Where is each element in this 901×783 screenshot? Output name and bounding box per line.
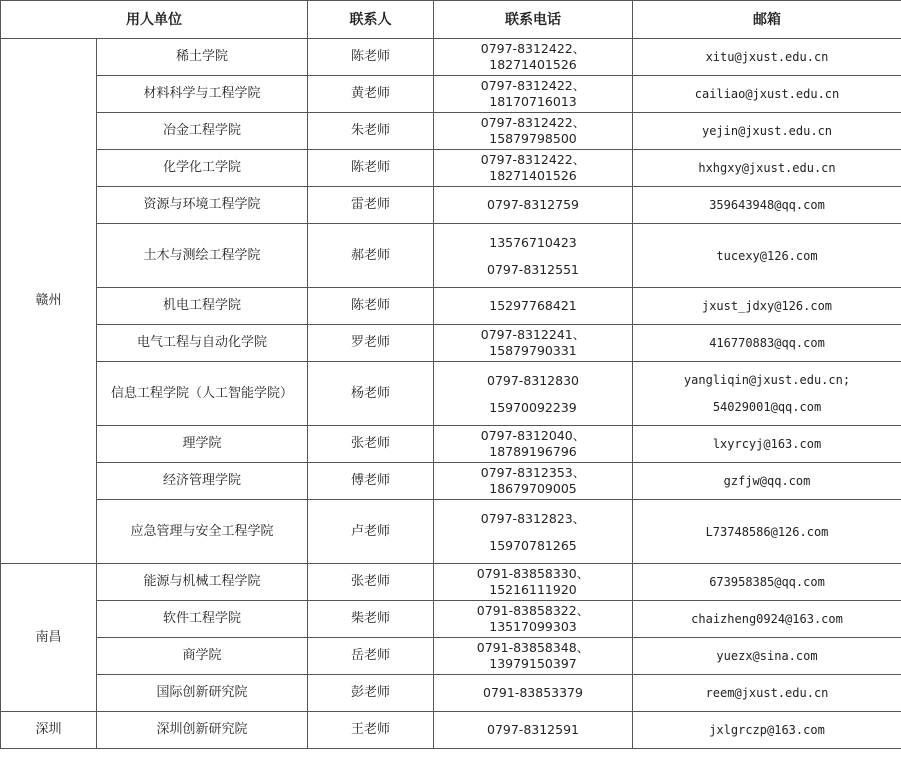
- email-address[interactable]: jxust_jdxy@126.com: [701, 299, 833, 313]
- table-row: [1, 150, 901, 187]
- header-row: [1, 1, 901, 39]
- email-cell: [633, 39, 901, 76]
- phone-cell: [434, 39, 633, 76]
- contact-cell: 张老师: [308, 564, 434, 601]
- email-cell: [633, 362, 901, 426]
- email-cell: [633, 601, 901, 638]
- email-address[interactable]: yangliqin@jxust.edu.cn;: [683, 372, 851, 387]
- college-cell: 化学化工学院: [97, 150, 308, 187]
- phone-cell: [434, 601, 633, 638]
- college-cell: 能源与机械工程学院: [97, 564, 308, 601]
- college-cell: 土木与测绘工程学院: [97, 224, 308, 288]
- email-address[interactable]: jxlgrczp@163.com: [709, 723, 825, 737]
- email-cell: [633, 187, 901, 224]
- phone-number: 0797-8312830: [487, 372, 579, 388]
- phone-number: 15970781265: [489, 537, 577, 553]
- contact-cell: 陈老师: [308, 150, 434, 187]
- college-cell: 理学院: [97, 426, 308, 463]
- phone-number: 0797-8312551: [487, 261, 579, 277]
- phone-cell: [434, 325, 633, 362]
- email-cell: [633, 638, 901, 675]
- email-address[interactable]: reem@jxust.edu.cn: [705, 686, 829, 700]
- table-row: [1, 325, 901, 362]
- email-address[interactable]: chaizheng0924@163.com: [691, 612, 843, 626]
- phone-number: 0797-8312759: [487, 197, 579, 212]
- email-cell: [633, 500, 901, 564]
- college-cell: 信息工程学院（人工智能学院）: [97, 362, 308, 426]
- phone-number: 0797-8312241、15879790331: [480, 327, 586, 358]
- phone-cell: [434, 712, 633, 749]
- contact-cell: 王老师: [308, 712, 434, 749]
- contact-cell: 卢老师: [308, 500, 434, 564]
- phone-number: 0797-8312422、15879798500: [480, 115, 586, 146]
- table-row: [1, 601, 901, 638]
- email-cell: [633, 224, 901, 288]
- phone-number: 0797-8312591: [487, 722, 579, 737]
- email-address[interactable]: 673958385@qq.com: [709, 575, 825, 589]
- college-cell: 国际创新研究院: [97, 675, 308, 712]
- phone-cell: [434, 150, 633, 187]
- college-cell: 稀土学院: [97, 39, 308, 76]
- phone-number: 0791-83858322、13517099303: [476, 603, 590, 634]
- table-row: [1, 500, 901, 564]
- phone-cell: [434, 500, 633, 564]
- table-row: [1, 712, 901, 749]
- phone-cell: [434, 426, 633, 463]
- email-address[interactable]: 416770883@qq.com: [709, 336, 825, 350]
- email-cell: [633, 150, 901, 187]
- phone-number: 0791-83853379: [483, 685, 583, 700]
- region-cell: 深圳: [1, 712, 97, 749]
- college-cell: 冶金工程学院: [97, 113, 308, 150]
- header-contact: 联系人: [308, 1, 434, 39]
- phone-cell: [434, 564, 633, 601]
- table-row: [1, 288, 901, 325]
- email-address[interactable]: L73748586@126.com: [705, 524, 829, 539]
- email-cell: [633, 325, 901, 362]
- header-phone: 联系电话: [434, 1, 633, 39]
- table-body: [1, 39, 901, 749]
- phone-cell: [434, 362, 633, 426]
- email-cell: [633, 463, 901, 500]
- email-cell: [633, 564, 901, 601]
- contact-cell: 彭老师: [308, 675, 434, 712]
- phone-cell: [434, 113, 633, 150]
- table-row: [1, 76, 901, 113]
- region-cell: 赣州: [1, 39, 97, 564]
- college-cell: 资源与环境工程学院: [97, 187, 308, 224]
- phone-cell: [434, 675, 633, 712]
- table-row: [1, 362, 901, 426]
- phone-cell: [434, 224, 633, 288]
- contact-cell: 朱老师: [308, 113, 434, 150]
- contact-cell: 岳老师: [308, 638, 434, 675]
- phone-number: 0797-8312040、18789196796: [480, 428, 586, 459]
- phone-number: 0797-8312422、18271401526: [480, 41, 586, 72]
- phone-number: 0791-83858348、13979150397: [476, 640, 590, 671]
- contact-cell: 傅老师: [308, 463, 434, 500]
- header-email: 邮箱: [633, 1, 901, 39]
- email-address[interactable]: cailiao@jxust.edu.cn: [694, 87, 840, 101]
- email-address[interactable]: yejin@jxust.edu.cn: [701, 124, 833, 138]
- college-cell: 经济管理学院: [97, 463, 308, 500]
- phone-number: 0797-8312422、18170716013: [480, 78, 586, 109]
- contact-cell: 柴老师: [308, 601, 434, 638]
- email-address[interactable]: 359643948@qq.com: [709, 198, 825, 212]
- table-row: [1, 113, 901, 150]
- college-cell: 应急管理与安全工程学院: [97, 500, 308, 564]
- email-address[interactable]: lxyrcyj@163.com: [712, 437, 822, 451]
- email-address[interactable]: hxhgxy@jxust.edu.cn: [698, 161, 836, 175]
- header-unit: 用人单位: [1, 1, 308, 39]
- phone-cell: [434, 463, 633, 500]
- table-row: [1, 463, 901, 500]
- email-cell: [633, 288, 901, 325]
- contact-cell: 罗老师: [308, 325, 434, 362]
- email-cell: [633, 712, 901, 749]
- table-row: [1, 39, 901, 76]
- phone-number: 0791-83858330、15216111920: [476, 566, 590, 597]
- contact-cell: 张老师: [308, 426, 434, 463]
- email-address[interactable]: yuezx@sina.com: [716, 649, 818, 663]
- email-cell: [633, 113, 901, 150]
- email-address[interactable]: gzfjw@qq.com: [723, 474, 811, 488]
- college-cell: 机电工程学院: [97, 288, 308, 325]
- table-row: [1, 224, 901, 288]
- contact-cell: 陈老师: [308, 39, 434, 76]
- table-row: [1, 564, 901, 601]
- college-cell: 商学院: [97, 638, 308, 675]
- college-cell: 电气工程与自动化学院: [97, 325, 308, 362]
- region-cell: 南昌: [1, 564, 97, 712]
- table-row: [1, 638, 901, 675]
- email-address[interactable]: tucexy@126.com: [716, 248, 818, 263]
- college-cell: 材料科学与工程学院: [97, 76, 308, 113]
- email-cell: [633, 675, 901, 712]
- phone-cell: [434, 187, 633, 224]
- table-row: [1, 187, 901, 224]
- email-address[interactable]: 54029001@qq.com: [712, 399, 822, 414]
- phone-cell: [434, 288, 633, 325]
- email-cell: [633, 76, 901, 113]
- phone-number: 0797-8312353、18679709005: [480, 465, 586, 496]
- contact-cell: 雷老师: [308, 187, 434, 224]
- email-address[interactable]: xitu@jxust.edu.cn: [705, 50, 829, 64]
- contact-cell: 杨老师: [308, 362, 434, 426]
- phone-number: 13576710423: [489, 234, 577, 250]
- phone-number: 0797-8312823、: [480, 510, 586, 526]
- table-row: [1, 426, 901, 463]
- phone-number: 15970092239: [489, 399, 577, 415]
- phone-number: 15297768421: [489, 298, 577, 313]
- phone-cell: [434, 638, 633, 675]
- phone-cell: [434, 76, 633, 113]
- email-cell: [633, 426, 901, 463]
- college-cell: 软件工程学院: [97, 601, 308, 638]
- table-row: [1, 675, 901, 712]
- contact-cell: 黄老师: [308, 76, 434, 113]
- contact-cell: 陈老师: [308, 288, 434, 325]
- contact-cell: 郝老师: [308, 224, 434, 288]
- phone-number: 0797-8312422、18271401526: [480, 152, 586, 183]
- college-cell: 深圳创新研究院: [97, 712, 308, 749]
